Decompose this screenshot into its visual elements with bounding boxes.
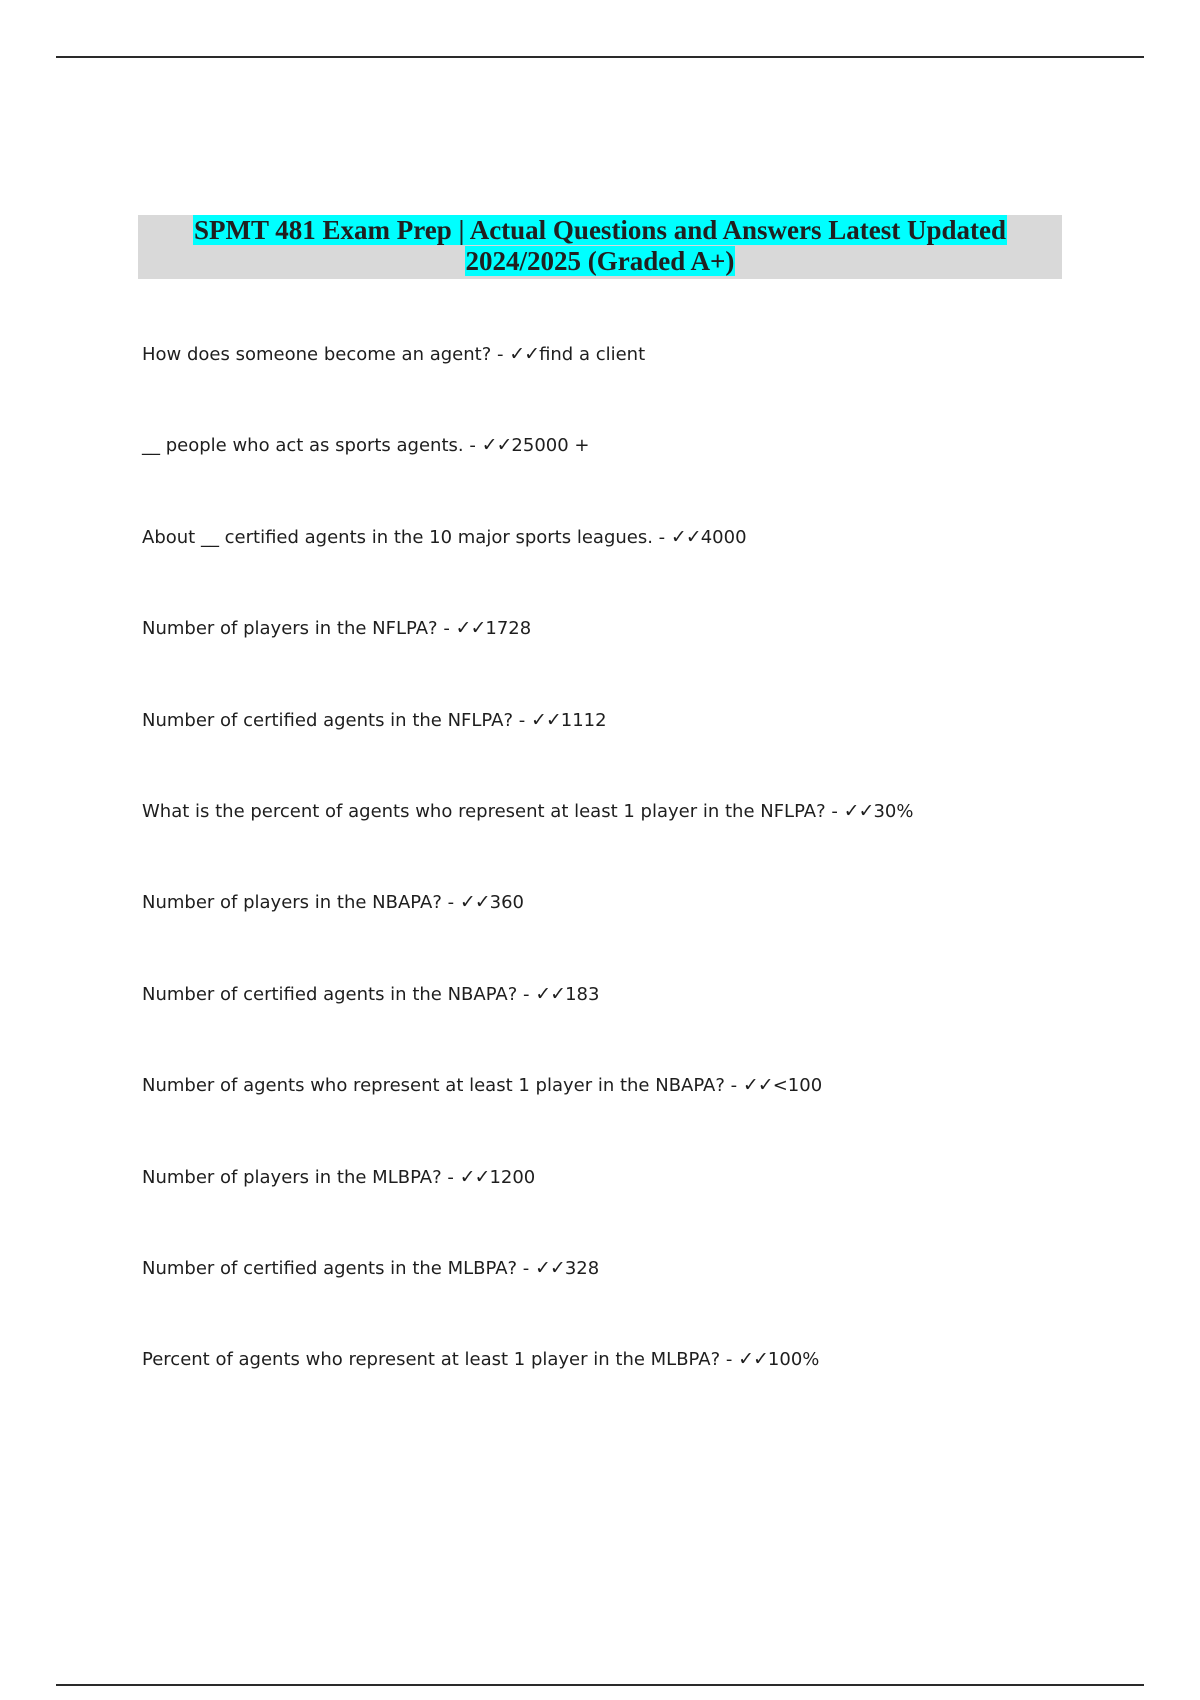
- checkmark-icon: ✓✓: [530, 708, 561, 731]
- answer-text: find a client: [539, 344, 646, 365]
- page-title: [138, 215, 1062, 277]
- qa-item: [142, 981, 1142, 1072]
- checkmark-icon: ✓✓: [742, 1074, 773, 1097]
- answer-text: 328: [564, 1257, 600, 1279]
- answer-text: 30%: [873, 800, 914, 822]
- answer-text: 100%: [767, 1349, 820, 1371]
- qa-item: [142, 615, 1142, 706]
- checkmark-icon: ✓✓: [459, 891, 490, 914]
- qa-item: [142, 889, 1142, 980]
- qa-list: [142, 341, 1142, 1438]
- checkmark-icon: ✓✓: [535, 1256, 565, 1279]
- checkmark-icon: ✓✓: [455, 617, 486, 640]
- question-text: Percent of agents who represent at least 1 player in the MLBPA? -: [142, 1349, 739, 1371]
- top-rule: [56, 56, 1144, 58]
- question-text: Number of certified agents in the NFLPA? -: [142, 709, 531, 731]
- answer-text: <100: [772, 1075, 823, 1097]
- checkmark-icon: ✓✓: [670, 525, 701, 548]
- answer-text: 4000: [700, 526, 747, 548]
- bottom-rule: [56, 1684, 1144, 1686]
- qa-item: [142, 1255, 1142, 1346]
- qa-item: [142, 524, 1142, 615]
- qa-item: [142, 798, 1142, 889]
- qa-item: [142, 1072, 1142, 1163]
- checkmark-icon: ✓✓: [481, 434, 512, 457]
- question-text: Number of certified agents in the NBAPA? -: [142, 983, 536, 1005]
- question-text: Number of certified agents in the MLBPA? -: [142, 1257, 535, 1279]
- qa-item: [142, 341, 1142, 432]
- question-text: Number of players in the NBAPA? -: [142, 892, 460, 914]
- answer-text: 183: [565, 983, 600, 1005]
- question-text: Number of players in the NFLPA? -: [142, 618, 456, 640]
- question-text: What is the percent of agents who represent at least 1 player in the NFLPA? -: [142, 800, 844, 822]
- question-text: Number of players in the MLBPA? -: [142, 1166, 460, 1188]
- question-text: How does someone become an agent? -: [142, 344, 510, 365]
- answer-text: 1112: [560, 709, 607, 731]
- qa-item: [142, 432, 1142, 523]
- qa-item: [142, 1346, 1142, 1437]
- answer-text: 360: [489, 892, 525, 914]
- qa-item: [142, 707, 1142, 798]
- checkmark-icon: ✓✓: [738, 1348, 768, 1371]
- qa-item: [142, 1164, 1142, 1255]
- checkmark-icon: ✓✓: [843, 799, 874, 822]
- checkmark-icon: ✓✓: [535, 982, 566, 1005]
- answer-text: 1728: [485, 618, 532, 640]
- title-line-1: SPMT 481 Exam Prep | Actual Questions and Answers Latest Updated: [193, 215, 1007, 245]
- answer-text: 1200: [489, 1166, 536, 1188]
- title-line-2: 2024/2025 (Graded A+): [465, 246, 735, 276]
- question-text: __ people who act as sports agents. -: [142, 435, 482, 457]
- answer-text: 25000 +: [511, 435, 590, 457]
- question-text: Number of agents who represent at least 1 player in the NBAPA? -: [142, 1075, 743, 1097]
- checkmark-icon: ✓✓: [509, 343, 540, 365]
- question-text: About __ certified agents in the 10 major sports leagues. -: [142, 526, 671, 548]
- checkmark-icon: ✓✓: [459, 1165, 490, 1188]
